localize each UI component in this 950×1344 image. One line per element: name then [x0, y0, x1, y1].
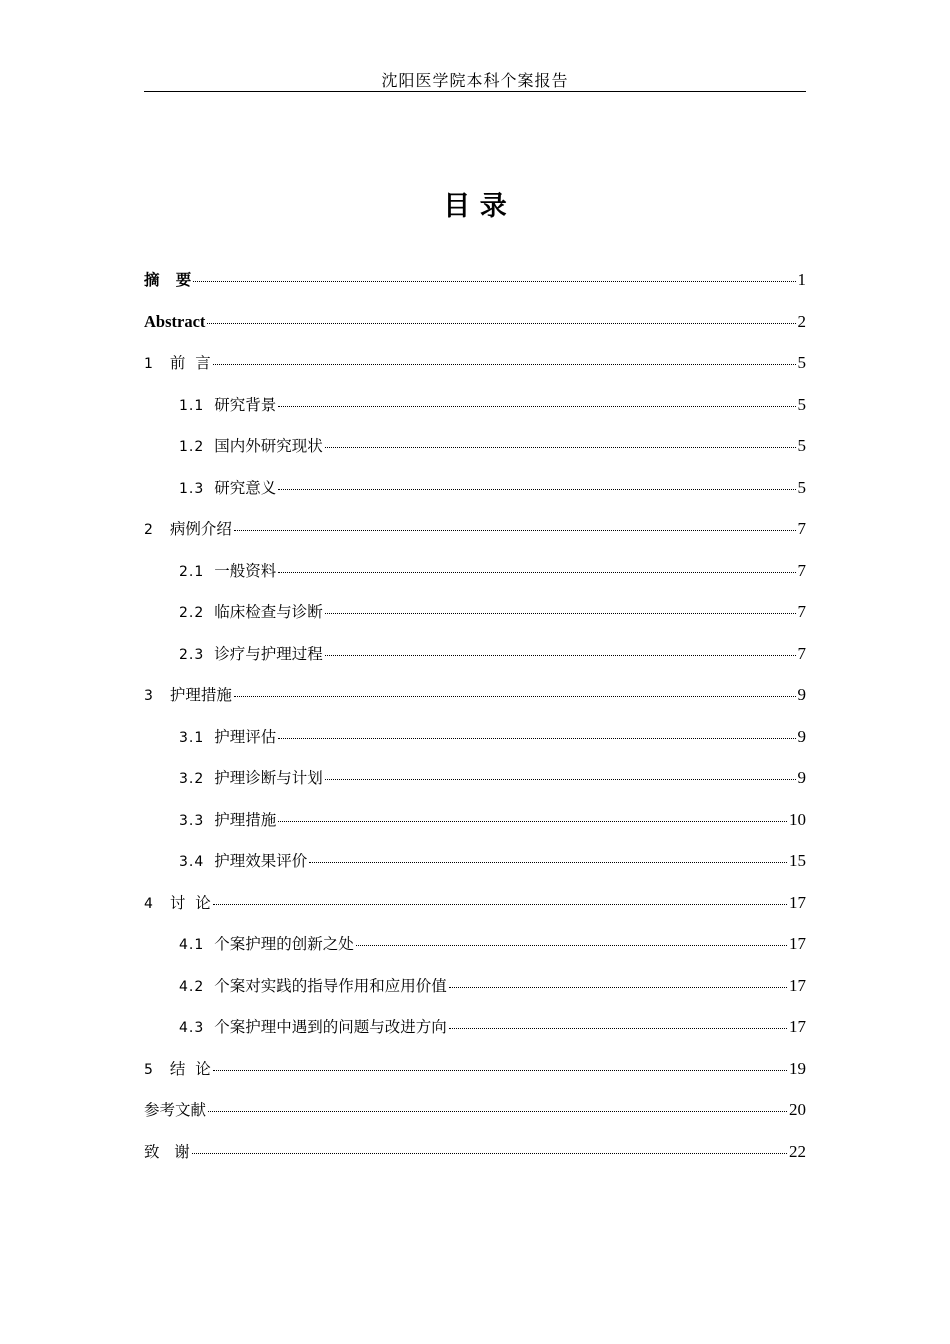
toc-entry-label: 研究背景 — [214, 395, 277, 414]
toc-page-number: 9 — [797, 768, 806, 787]
toc-entry-label: 护理效果评价 — [214, 852, 308, 870]
toc-dot-leader — [356, 944, 787, 946]
toc-entry-label: 参考文献 — [144, 1101, 207, 1119]
toc-page-number: 10 — [789, 809, 806, 829]
toc-entry-number: 2.2 — [179, 605, 205, 621]
toc-dot-leader — [309, 861, 787, 863]
toc-entry-3[interactable] — [144, 677, 806, 719]
toc-entry-2-2[interactable] — [144, 594, 806, 636]
toc-entry-number: 3.2 — [179, 771, 205, 787]
toc-entry-number: 4.1 — [179, 937, 205, 953]
toc-entry-number: 4.2 — [179, 978, 205, 995]
toc-page-number: 20 — [789, 1100, 806, 1119]
toc-entry-abstract-en[interactable] — [144, 304, 806, 346]
toc-page-number: 5 — [797, 353, 806, 372]
toc-page-number: 7 — [797, 519, 806, 538]
toc-entry-number: 3.1 — [179, 729, 205, 746]
toc-entry-number: 1 — [144, 356, 154, 372]
toc-page-number: 17 — [789, 975, 806, 995]
toc-entry-label: 诊疗与护理过程 — [214, 644, 323, 663]
toc-entry-label: 个案护理中遇到的问题与改进方向 — [214, 1018, 447, 1036]
toc-dot-leader — [208, 1110, 787, 1112]
toc-dot-leader — [213, 903, 787, 905]
toc-entry-number: 3 — [144, 688, 154, 704]
toc-entry-label: 病例介绍 — [169, 520, 232, 538]
toc-entry-1-1[interactable] — [144, 387, 806, 429]
toc-dot-leader — [278, 737, 795, 739]
toc-page-number: 5 — [797, 394, 806, 414]
toc-entry-label: 个案对实践的指导作用和应用价值 — [214, 976, 447, 995]
toc-entry-number: 1.3 — [179, 480, 205, 497]
toc-page-number: 9 — [797, 726, 806, 746]
toc-entry-acknowledgements[interactable] — [144, 1134, 806, 1176]
toc-dot-leader — [278, 571, 795, 573]
toc-dot-leader — [325, 612, 796, 614]
running-header: 沈阳医学院本科个案报告 — [381, 71, 569, 90]
toc-entry-references[interactable] — [144, 1092, 806, 1134]
toc-page-number: 22 — [789, 1141, 806, 1161]
toc-entry-label: 临床检查与诊断 — [214, 603, 323, 621]
toc-entry-label: 研究意义 — [214, 478, 277, 497]
toc-entry-1[interactable] — [144, 345, 806, 387]
toc-entry-label: 个案护理的创新之处 — [214, 935, 354, 953]
toc-page-number: 17 — [789, 934, 806, 953]
toc-page-number: 9 — [797, 685, 806, 704]
toc-page-number: 2 — [797, 311, 806, 331]
toc-dot-leader — [278, 488, 795, 490]
toc-page-number: 1 — [797, 270, 806, 289]
toc-entry-label: 护理措施 — [169, 686, 232, 704]
toc-entry-label: 结 论 — [169, 1059, 211, 1078]
table-of-contents — [144, 262, 806, 1175]
toc-dot-leader — [234, 529, 796, 531]
toc-entry-4-1[interactable] — [144, 926, 806, 968]
toc-entry-number: 1.2 — [179, 439, 205, 455]
toc-dot-leader — [213, 1069, 787, 1071]
toc-entry-number: 2.3 — [179, 646, 205, 663]
toc-dot-leader — [234, 695, 796, 697]
toc-entry-number: 5 — [144, 1061, 154, 1078]
toc-entry-3-1[interactable] — [144, 719, 806, 761]
toc-page-number: 19 — [789, 1058, 806, 1078]
toc-dot-leader — [192, 1152, 787, 1154]
toc-entry-2-3[interactable] — [144, 636, 806, 678]
toc-dot-leader — [278, 820, 787, 822]
toc-page-number: 5 — [797, 436, 806, 455]
toc-entry-4-2[interactable] — [144, 968, 806, 1010]
toc-page-number: 17 — [789, 892, 806, 912]
toc-dot-leader — [193, 280, 795, 282]
toc-entry-number: 4.3 — [179, 1020, 205, 1036]
toc-entry-label: 护理评估 — [214, 727, 277, 746]
toc-entry-label: 护理措施 — [214, 810, 277, 829]
toc-dot-leader — [278, 405, 795, 407]
toc-entry-number: 3.3 — [179, 812, 205, 829]
toc-page-number: 5 — [797, 477, 806, 497]
toc-entry-number: 3.4 — [179, 854, 205, 870]
page-title: 目 录 — [443, 191, 507, 222]
toc-entry-label: 一般资料 — [214, 561, 277, 580]
toc-entry-number: 2.1 — [179, 563, 205, 580]
toc-page-number: 7 — [797, 643, 806, 663]
toc-entry-abstract-cn[interactable] — [144, 262, 806, 304]
toc-entry-label: 摘 要 — [144, 271, 192, 289]
toc-entry-number: 2 — [144, 522, 154, 538]
toc-dot-leader — [449, 986, 787, 988]
toc-entry-2-1[interactable] — [144, 553, 806, 595]
toc-entry-number: 4 — [144, 895, 154, 912]
toc-entry-label: 前 言 — [169, 354, 211, 372]
toc-entry-5[interactable] — [144, 1051, 806, 1093]
toc-entry-2[interactable] — [144, 511, 806, 553]
toc-entry-4-3[interactable] — [144, 1009, 806, 1051]
toc-dot-leader — [207, 322, 795, 324]
toc-entry-3-2[interactable] — [144, 760, 806, 802]
toc-entry-4[interactable] — [144, 885, 806, 927]
toc-entry-label: Abstract — [144, 311, 206, 331]
toc-page-number: 15 — [789, 851, 806, 870]
toc-entry-number: 1.1 — [179, 397, 205, 414]
toc-dot-leader — [325, 778, 796, 780]
toc-dot-leader — [325, 654, 796, 656]
toc-entry-3-4[interactable] — [144, 843, 806, 885]
toc-entry-3-3[interactable] — [144, 802, 806, 844]
toc-page-number: 17 — [789, 1017, 806, 1036]
toc-entry-label: 讨 论 — [169, 893, 211, 912]
toc-page-number: 7 — [797, 560, 806, 580]
toc-page-number: 7 — [797, 602, 806, 621]
toc-entry-label: 护理诊断与计划 — [214, 769, 323, 787]
header-divider — [144, 91, 806, 92]
toc-entry-label: 致 谢 — [144, 1142, 190, 1161]
toc-dot-leader — [325, 446, 796, 448]
toc-dot-leader — [449, 1027, 787, 1029]
toc-dot-leader — [213, 363, 796, 365]
toc-entry-1-2[interactable] — [144, 428, 806, 470]
toc-entry-label: 国内外研究现状 — [214, 437, 323, 455]
toc-entry-1-3[interactable] — [144, 470, 806, 512]
